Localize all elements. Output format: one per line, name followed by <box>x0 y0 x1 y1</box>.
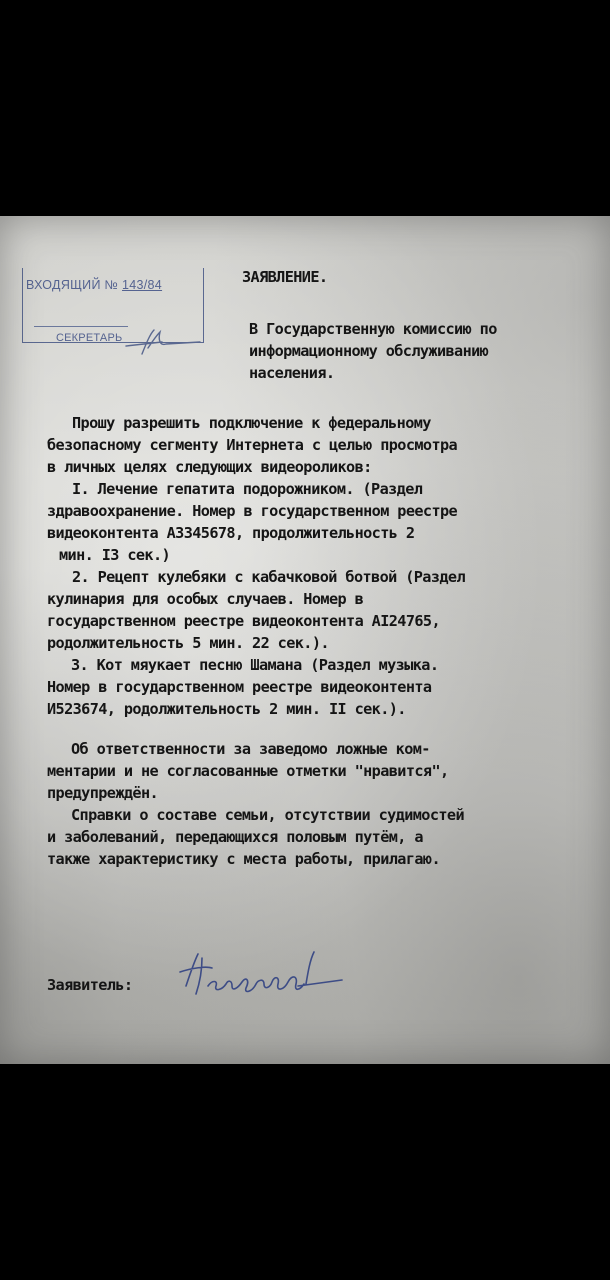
document-body <box>47 412 465 870</box>
list-item-2-line: государственном реестре видеоконтента АI24765, <box>47 612 441 630</box>
addressee-line: населения. <box>249 364 335 382</box>
list-item-3-line: Номер в государственном реестре видеоконтента <box>47 678 432 696</box>
stamp-rule <box>34 326 128 327</box>
list-item-2-line: родолжительность 5 мин. 22 сек.). <box>47 634 329 652</box>
list-item-1-line: мин. I3 сек.) <box>59 546 171 564</box>
liability-line: ментарии и не согласованные отметки "нравится", <box>47 762 449 780</box>
stamp-incoming-number: 143/84 <box>122 278 163 292</box>
applicant-label: Заявитель: <box>47 976 133 994</box>
body-line: безопасному сегменту Интернета с целью просмотра <box>47 436 458 454</box>
addressee-line: информационному обслуживанию <box>249 342 489 360</box>
stamp-secretary-label: СЕКРЕТАРЬ <box>56 332 123 344</box>
list-item-2-line: 2. Рецепт кулебяки с кабачковой ботвой (Раздел <box>72 568 466 586</box>
body-line: в личных целях следующих видеороликов: <box>47 458 372 476</box>
list-item-1-line: здравоохранение. Номер в государственном реестре <box>47 502 458 520</box>
addressee-line: В Государственную комиссию по <box>249 320 497 338</box>
paragraph-gap <box>47 720 465 738</box>
document-title: ЗАЯВЛЕНИЕ. <box>242 268 328 286</box>
addressee-block <box>249 318 497 384</box>
stamp-initials-signature <box>122 324 202 356</box>
document-sheet <box>0 216 610 1064</box>
incoming-stamp <box>22 244 204 344</box>
attachments-line: также характеристику с места работы, прилагаю. <box>47 850 441 868</box>
list-item-3-line: 3. Кот мяукает песню Шамана (Раздел музыка. <box>71 656 439 674</box>
list-item-1-line: видеоконтента А3345678, продолжительность 2 <box>47 524 415 542</box>
stamp-incoming-label: ВХОДЯЩИЙ № <box>26 278 119 292</box>
attachments-line: Справки о составе семьи, отсутствии судимостей <box>71 806 465 824</box>
list-item-1-line: I. Лечение гепатита подорожником. (Раздел <box>72 480 423 498</box>
liability-line: предупреждён. <box>47 784 159 802</box>
list-item-2-line: кулинария для особых случаев. Номер в <box>47 590 364 608</box>
stamp-incoming-line <box>26 278 162 292</box>
liability-line: Об ответственности за заведомо ложные ком- <box>71 740 430 758</box>
body-line: Прошу разрешить подключение к федеральному <box>72 414 431 432</box>
handwritten-signature <box>172 946 352 1012</box>
list-item-3-line: И523674, родолжительность 2 мин. II сек.). <box>47 700 406 718</box>
attachments-line: и заболеваний, передающихся половым путём, а <box>47 828 423 846</box>
